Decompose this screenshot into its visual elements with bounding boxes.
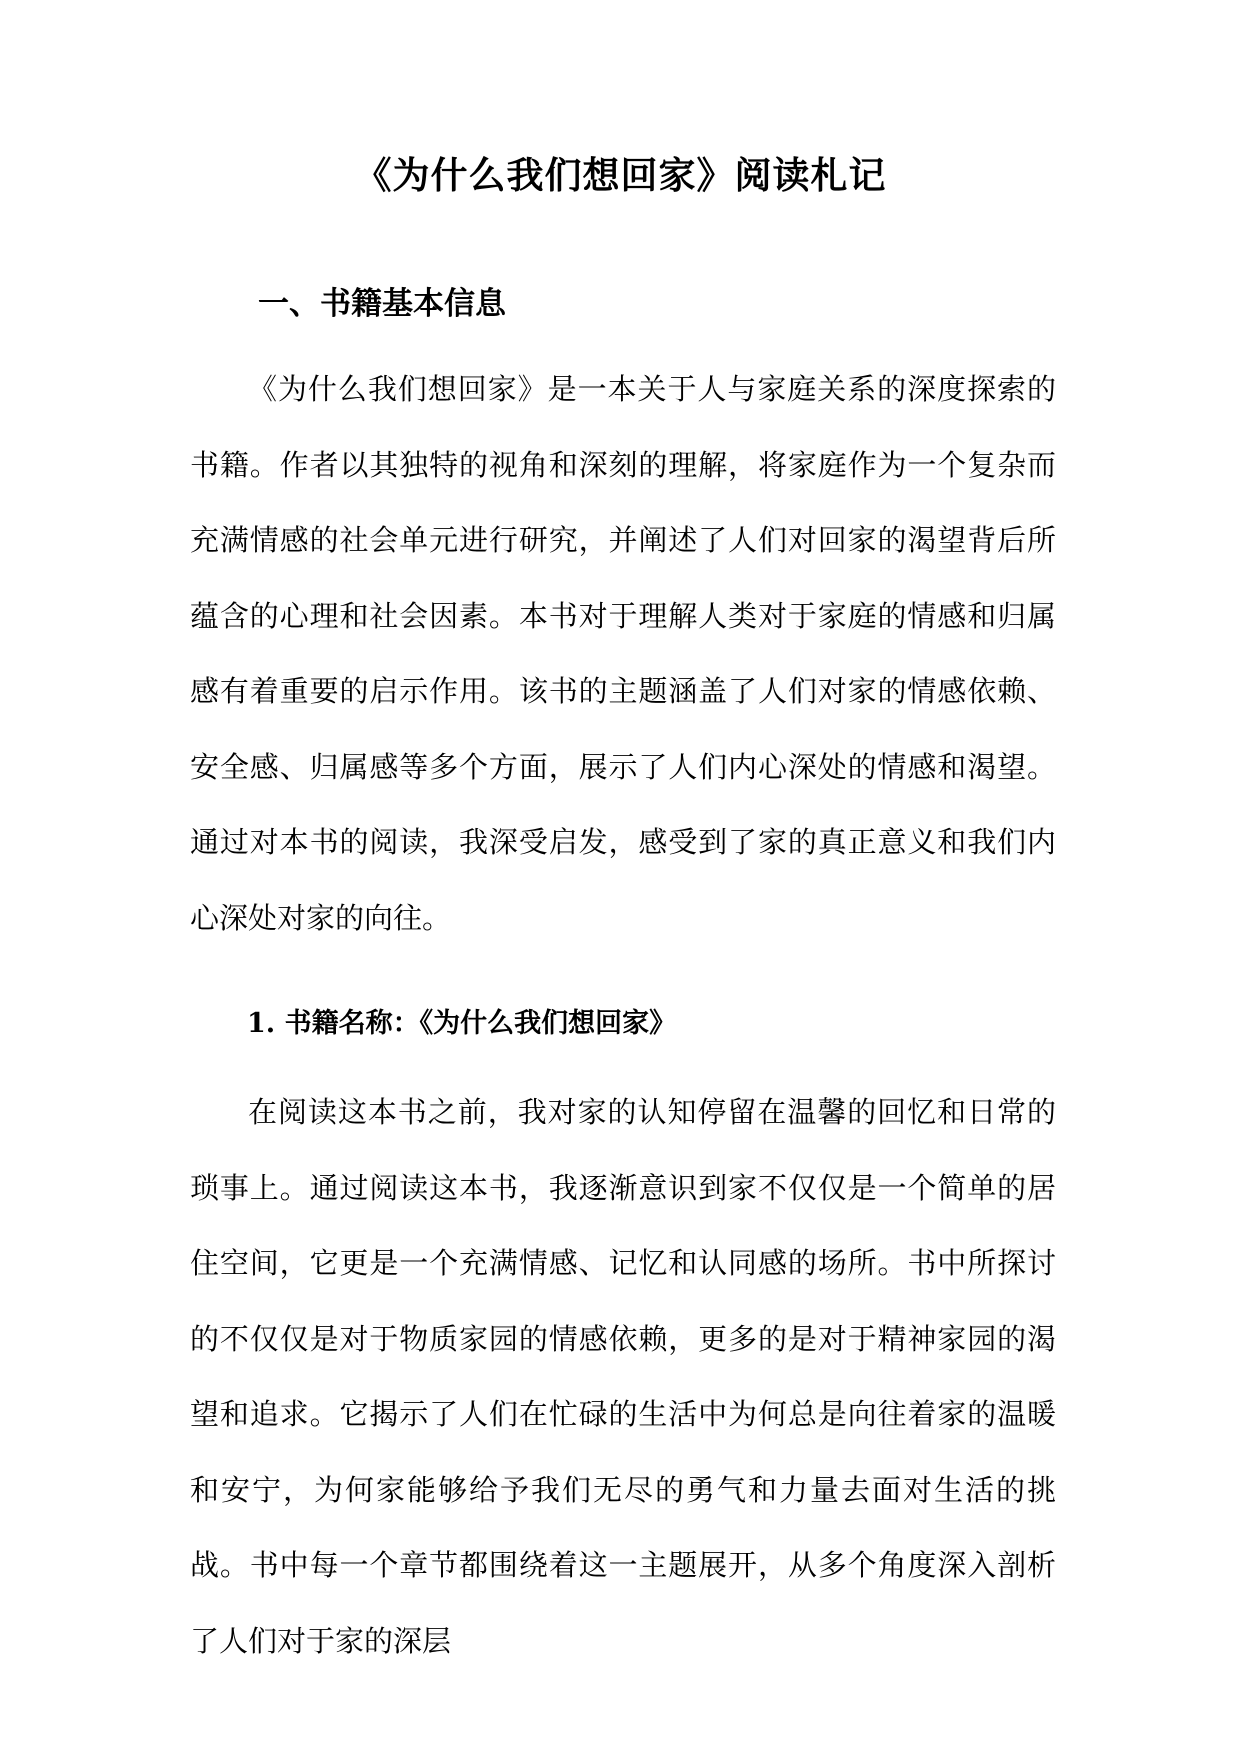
section-paragraph-basic-info: 《为什么我们想回家》是一本关于人与家庭关系的深度探索的书籍。作者以其独特的视角和深刻的理解，将家庭作为一个复杂而充满情感的社会单元进行研究，并阐述了人们对回家的渴望背后所蕴含的心理和社会因素。本书对于理解人类对于家庭的情感和归属感有着重要的启示作用。该书的主题涵盖了人们对家的情感依赖、安全感、归属感等多个方面，展示了人们内心深处的情感和渴望。通过对本书的阅读，我深受启发，感受到了家的真正意义和我们内心深处对家的向往。 [190,372,1056,935]
section-heading-basic-info: 一、书籍基本信息 [258,286,506,322]
subsection-heading-book-name: 1. 书籍名称：《为什么我们想回家》 [247,1008,677,1039]
subsection-paragraph-book-name: 在阅读这本书之前，我对家的认知停留在温馨的回忆和日常的琐事上。通过阅读这本书，我逐渐意识到家不仅仅是一个简单的居住空间，它更是一个充满情感、记忆和认同感的场所。书中所探讨的不仅仅是对于物质家园的情感依赖，更多的是对于精神家园的渴望和追求。它揭示了人们在忙碌的生活中为何总是向往着家的温暖和安宁，为何家能够给予我们无尽的勇气和力量去面对生活的挑战。书中每一个章节都围绕着这一主题展开，从多个角度深入剖析了人们对于家的深层 [190,1095,1056,1658]
document-title: 《为什么我们想回家》阅读札记 [354,153,887,197]
